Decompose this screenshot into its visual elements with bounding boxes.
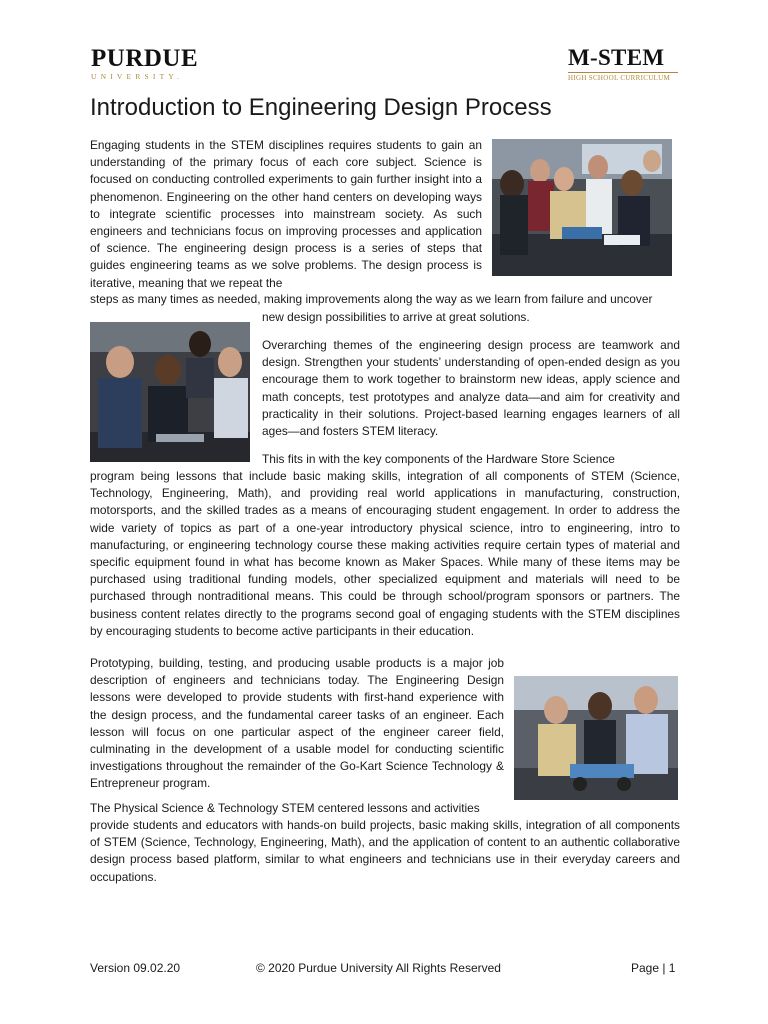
paragraph-3: program being lessons that include basic making skills, integration of all components of STEM (Science, Technology, Engineering, Math), and providing real world applications in manufacturing, construction, motorsports, and the skilled trades as a means of encouraging student engagement. In order to address the wide variety of topics as part of a one-year introductory physical science, intro to engineering, intro to manufacturing, or engineering technology course these making activities require certain types of material and specific equipment found in what has become known as Maker Spaces. While many of these items may be purchased using traditional funding models, other specialized equipment and materials will need to be purchased through nontraditional means. This could be through school/program sponsors or partners. The business content relates directly to the programs second goal of engaging students with the STEM disciplines by encouraging students to become active participants in their education. <box>90 469 680 638</box>
footer-version: Version 09.02.20 <box>90 961 181 975</box>
paragraph-2: Overarching themes of the engineering design process are teamwork and design. Strengthen your students’ understanding of open-ended design as you encourage them to work together to brainstorm new ideas, apply science and math concepts, test prototypes and analyze data—and aim for creativity and practicality in their solutions. Project-based learning engages learners of all ages—and fosters STEM literacy. <box>262 338 680 439</box>
paragraph-1-end: new design possibilities to arrive at great solutions. <box>262 310 530 324</box>
paragraph-5-first-line: The Physical Science & Technology STEM centered lessons and activities <box>90 801 480 815</box>
footer-page-number: Page | 1 <box>631 961 676 975</box>
students-lab-photo <box>492 139 672 276</box>
paragraph-1: Engaging students in the STEM disciplines requires students to gain an understanding of the primary focus of each core subject. Science is focused on conducting controlled experiments to gain further insight into a phenomenon. Engineering on the other hand centers on developing ways to integrate scientific processes into mainstream society. As such engineers and technicians focus on improving processes and application of science. The engineering design process is a series of steps that guides engineering teams as we solve problems. The design process is iterative, meaning that we repeat the <box>90 138 482 290</box>
students-testing-photo <box>514 676 678 800</box>
students-working-photo <box>90 322 250 462</box>
footer-copyright: © 2020 Purdue University All Rights Reserved <box>256 961 501 975</box>
m-stem-logo: M-STEM HIGH SCHOOL CURRICULUM <box>568 46 680 83</box>
page-title: Introduction to Engineering Design Process <box>90 94 552 121</box>
purdue-logo: PURDUE UNIVERSITY. <box>91 45 199 81</box>
paragraph-1-continued: steps as many times as needed, making improvements along the way as we learn from failure and uncover <box>90 292 653 306</box>
paragraph-5: provide students and educators with hands-on build projects, basic making skills, integration of all components of STEM (Science, Technology, Engineering, Math), and the application of content to an authentic collaborative design process based platform, similar to what engineers and technicians use in their everyday careers and occupations. <box>90 818 680 884</box>
paragraph-4: Prototyping, building, testing, and producing usable products is a major job description of engineers and technicians today. The Engineering Design lessons were developed to provide students with first-hand experience with the design process, and the fundamental career tasks of an engineer. Each lesson will focus on one particular aspect of the engineer career field, culminating in the development of a usable model for conducting scientific investigations throughout the remainder of the Go-Kart Science Technology & Entrepreneur program. <box>90 656 504 791</box>
paragraph-3-first-line: This fits in with the key components of the Hardware Store Science <box>262 452 615 466</box>
